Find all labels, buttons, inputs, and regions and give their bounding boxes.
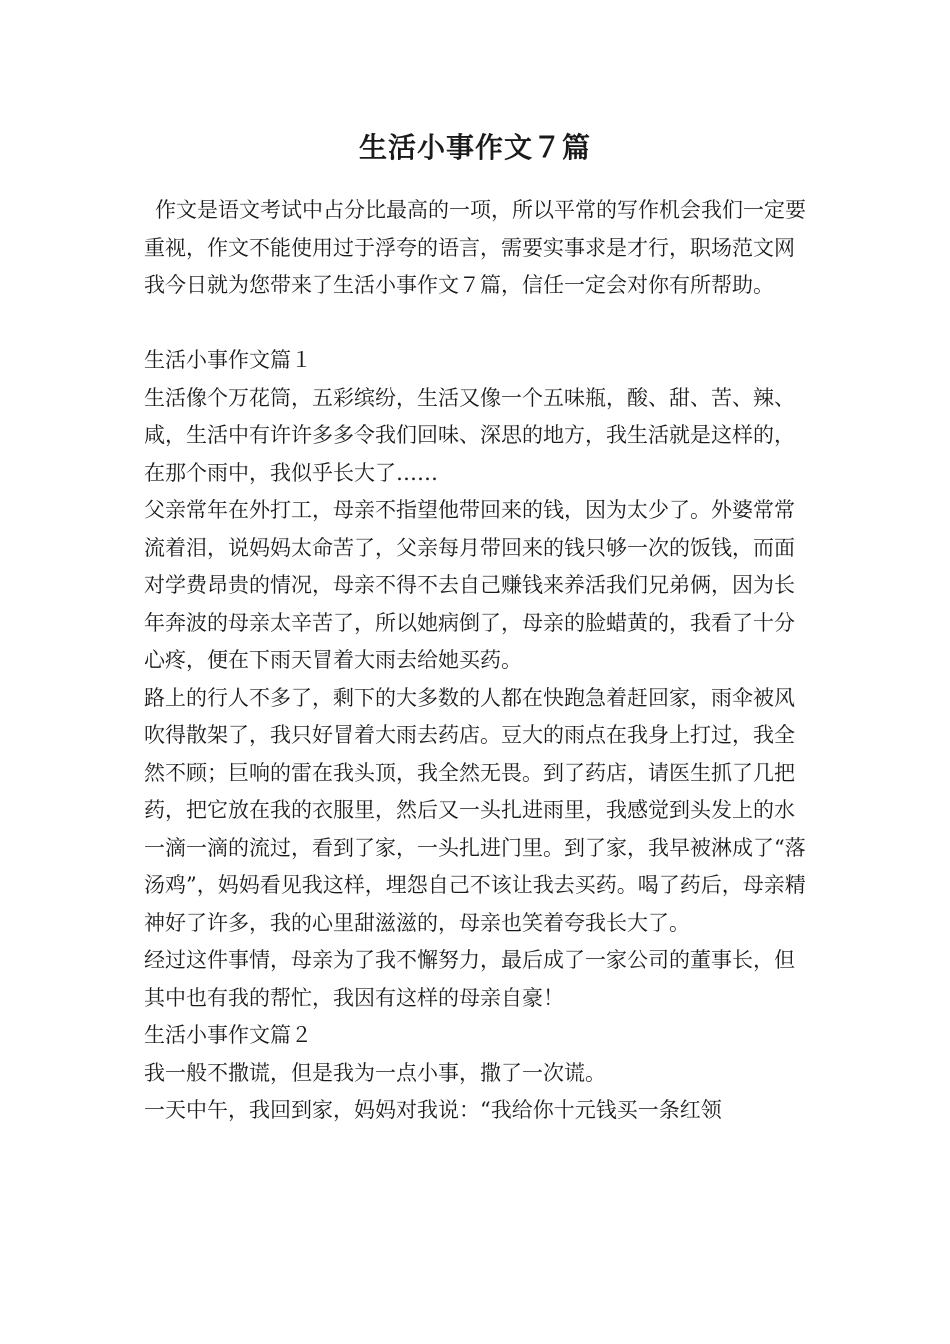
body-paragraph: 一天中午，我回到家，妈妈对我说：“我给你十元钱买一条红领 bbox=[144, 1098, 722, 1122]
document-title: 生活小事作文７篇 bbox=[358, 131, 591, 164]
paragraph-spacer bbox=[144, 305, 814, 343]
body-paragraph: 父亲常年在外打工，母亲不指望他带回来的钱，因为太少了。外婆常常流着泪，说妈妈太命苦了，父亲每月带回来的钱只够一次的饭钱，而面对学费昂贵的情况，母亲不得不去自己赚钱来养活我们兄弟俩，因为长年奔波的母亲太辛苦了，所以她病倒了，母亲的脸蜡黄的，我看了十分心疼，便在下雨天冒着大雨去给她买药。 bbox=[144, 498, 795, 672]
body-paragraph: 生活像个万花筒，五彩缤纷，生活又像一个五味瓶，酸、甜、苦、辣、咸，生活中有许许多多令我们回味、深思的地方，我生活就是这样的，在那个雨中，我似乎长大了…… bbox=[144, 385, 795, 485]
document-body bbox=[144, 192, 814, 1130]
section-heading-1: 生活小事作文篇１ bbox=[144, 348, 312, 372]
section-heading-2: 生活小事作文篇２ bbox=[144, 1023, 312, 1047]
body-paragraph: 我一般不撒谎，但是我为一点小事，撒了一次谎。 bbox=[144, 1060, 606, 1085]
body-paragraph: 经过这件事情，母亲为了我不懈努力，最后成了一家公司的董事长，但其中也有我的帮忙，我因有这样的母亲自豪！ bbox=[144, 948, 795, 1010]
intro-paragraph: 作文是语文考试中占分比最高的一项，所以平常的写作机会我们一定要重视，作文不能使用过于浮夸的语言，需要实事求是才行，职场范文网我今日就为您带来了生活小事作文７篇，信任一定会对你有所帮助。 bbox=[144, 198, 806, 297]
body-paragraph: 路上的行人不多了，剩下的大多数的人都在快跑急着赶回家，雨伞被风吹得散架了，我只好冒着大雨去药店。豆大的雨点在我身上打过，我全然不顾；巨响的雷在我头顶，我全然无畏。到了药店，请医生抓了几把药，把它放在我的衣服里，然后又一头扎进雨里，我感觉到头发上的水一滴一滴的流过，看到了家，一头扎进门里。到了家，我早被淋成了“落汤鸡”，妈妈看见我这样，埋怨自己不该让我去买药。喝了药后，母亲精神好了许多，我的心里甜滋滋的，母亲也笑着夸我长大了。 bbox=[144, 685, 806, 935]
